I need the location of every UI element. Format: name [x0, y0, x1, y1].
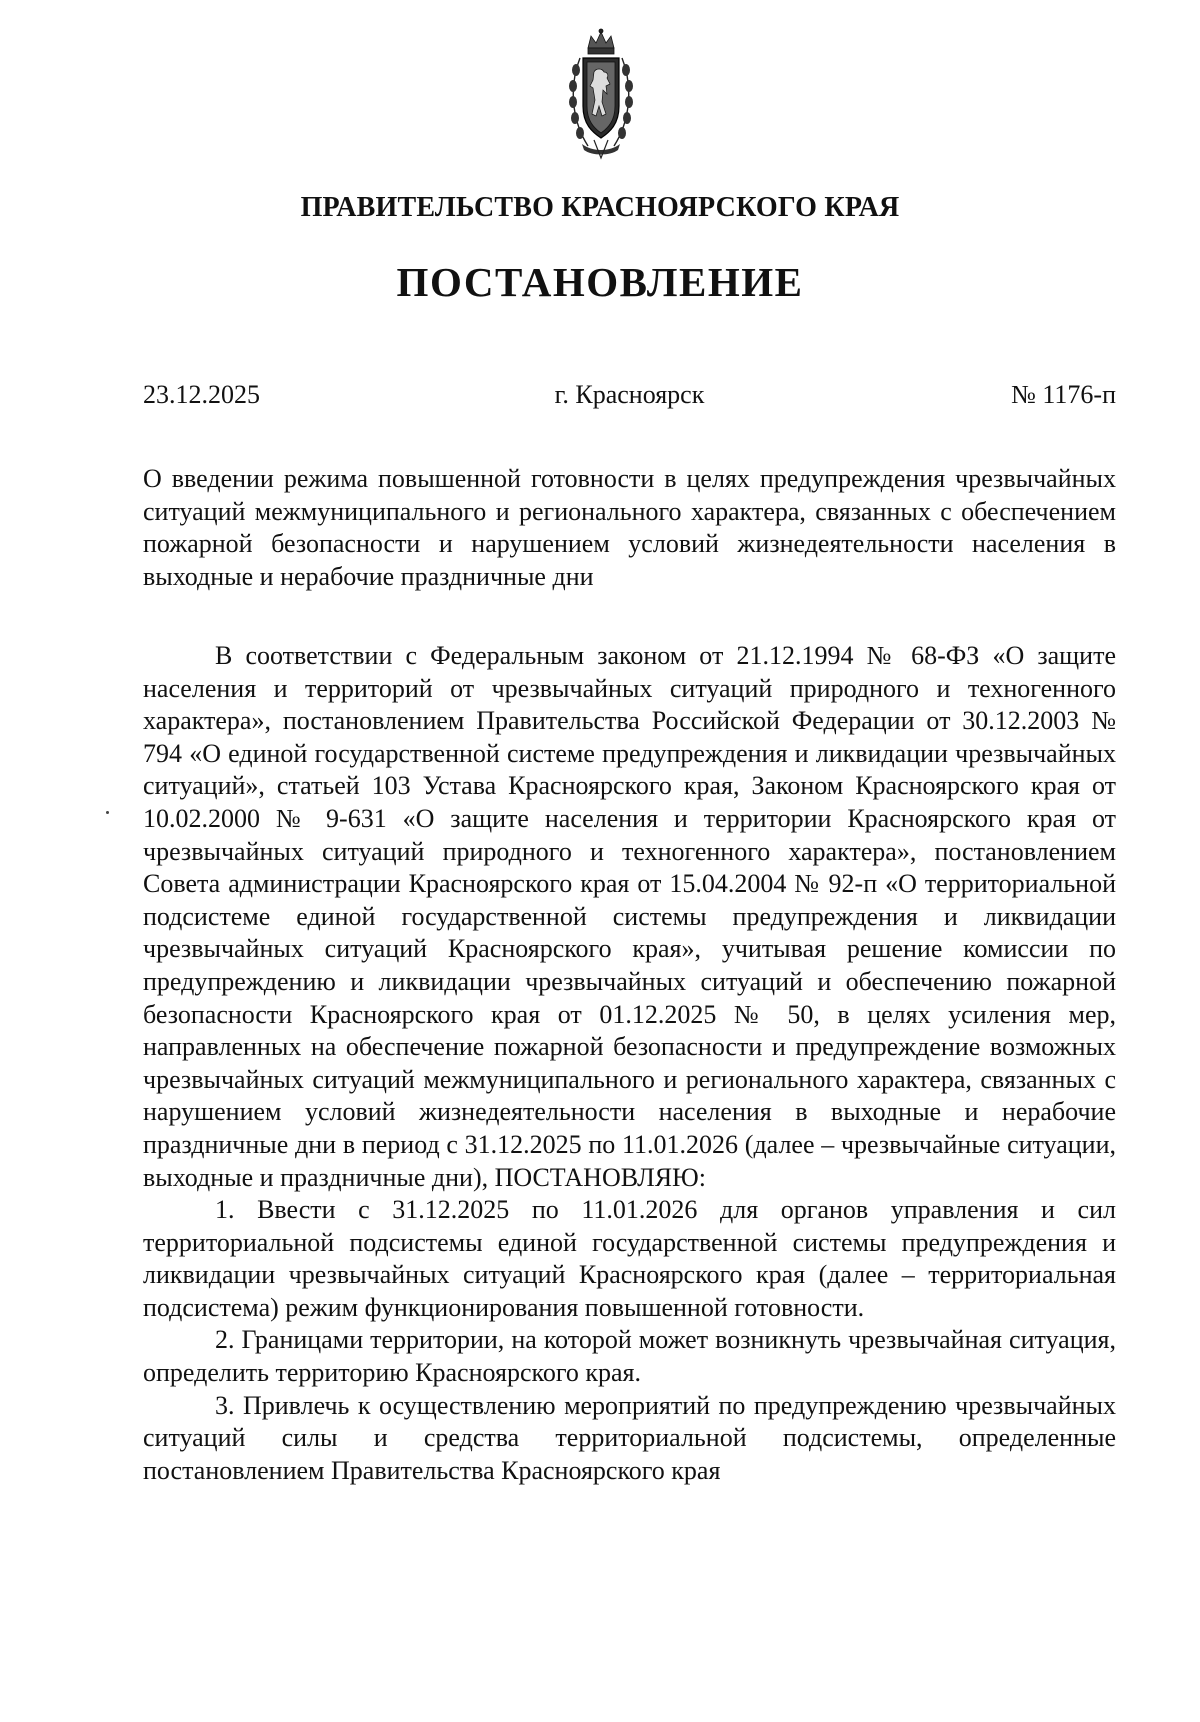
document-meta-row: [143, 380, 1116, 414]
item-paragraph: 2. Границами территории, на которой может возникнуть чрезвычайная ситуация, определить территорию Красноярского края.: [143, 1325, 1116, 1388]
item-paragraph: 3. Привлечь к осуществлению мероприятий по предупреждению чрезвычайных ситуаций силы и средства территориальной подсистемы, определенные постановлением Правительства Красноярского края: [143, 1390, 1116, 1485]
document-subject: О введении режима повышенной готовности в целях предупреждения чрезвычайных ситуаций межмуниципального и регионального характера, связанных с обеспечением пожарной безопасности и нарушением условий жизнедеятельности населения в выходные и нерабочие праздничные дни: [143, 464, 1116, 591]
document-body: [143, 640, 1116, 1487]
preamble-paragraph: В соответствии с Федеральным законом от 21.12.1994 № 68-ФЗ «О защите населения и территорий от чрезвычайных ситуаций природного и техногенного характера», постановлением Правительства Российской Федерации от 30.12.2003 № 794 «О единой государственной системе предупреждения и ликвидации чрезвычайных ситуаций», статьей 103 Устава Красноярского края, Законом Красноярского края от 10.02.2000 № 9-631 «О защите населения и территории Красноярского края от чрезвычайных ситуаций природного и техногенного характера», постановлением Совета администрации Красноярского края от 15.04.2004 № 92-п «О территориальной подсистеме единой государственной системы предупреждения и ликвидации чрезвычайных ситуаций Красноярского края», учитывая решение комиссии по предупреждению и ликвидации чрезвычайных ситуаций и обеспечению пожарной безопасности Красноярского края от 01.12.2025 № 50, в целях усиления мер, направленных на обеспечение пожарной безопасности и предупреждение возможных чрезвычайных ситуаций межмуниципального и регионального характера, связанных с нарушением условий жизнедеятельности населения в выходные и нерабочие праздничные дни в период с 31.12.2025 по 11.01.2026 (далее – чрезвычайные ситуации, выходные и праздничные дни), ПОСТАНОВЛЯЮ:: [143, 641, 1116, 1192]
document-date: 23.12.2025: [143, 380, 260, 409]
scan-speck: [106, 811, 109, 814]
organization-name: ПРАВИТЕЛЬСТВО КРАСНОЯРСКОГО КРАЯ: [300, 192, 900, 223]
document-city: г. Красноярск: [554, 380, 705, 409]
document-type-title: ПОСТАНОВЛЕНИЕ: [396, 259, 804, 305]
item-paragraph: 1. Ввести с 31.12.2025 по 11.01.2026 для органов управления и сил территориальной подсистемы единой государственной системы предупреждения и ликвидации чрезвычайных ситуаций Красноярского края (далее – территориальная подсистема) режим функционирования повышенной готовности.: [143, 1195, 1116, 1322]
document-number: № 1176-п: [1011, 380, 1116, 409]
krasnoyarsk-coat-of-arms-icon: [566, 28, 636, 160]
